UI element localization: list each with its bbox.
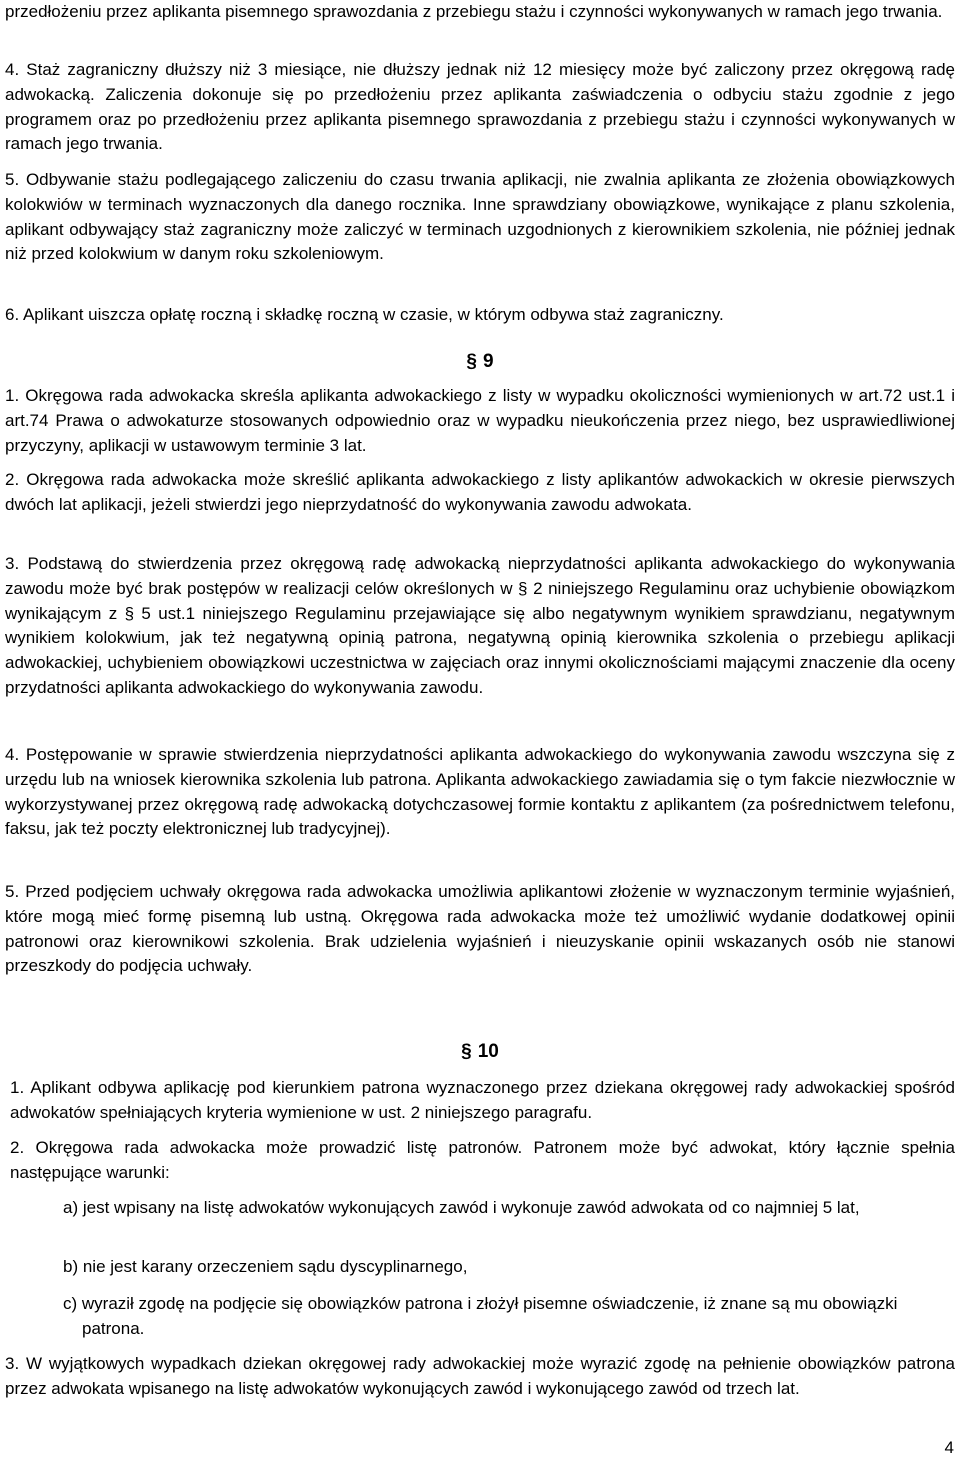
section10-paragraph-2: 2. Okręgowa rada adwokacka może prowadzić listę patronów. Patronem może być adwokat, który łącznie spełnia następujące warunki:	[10, 1138, 955, 1182]
section10-item-a: a) jest wpisany na listę adwokatów wykonujących zawód i wykonuje zawód adwokata od co najmniej 5 lat,	[63, 1198, 860, 1217]
page-number: 4	[944, 1438, 954, 1457]
section9-paragraph-1: 1. Okręgowa rada adwokacka skreśla aplikanta adwokackiego z listy w wypadku okoliczności wymienionych w art.72 ust.1 i art.74 Prawa o adwokaturze stosowanych odpowiednio oraz w wypadku nieukończenia przez niego, bez usprawiedliwionej przyczyny, aplikacji w ustawowym terminie 3 lat.	[5, 386, 955, 455]
section10-item-b: b) nie jest karany orzeczeniem sądu dyscyplinarnego,	[63, 1257, 468, 1276]
section8-paragraph-5: 5. Odbywanie stażu podlegającego zaliczeniu do czasu trwania aplikacji, nie zwalnia aplikanta ze złożenia obowiązkowych kolokwiów w terminach wyznaczonych dla danego rocznika. Inne sprawdziany obowiązkowe, wynikające z planu szkolenia, aplikant odbywający staż zagraniczny może zaliczyć w terminach uzgodnionych z kierownikiem szkolenia, nie później jednak niż przed kolokwium w danym roku szkoleniowym.	[5, 170, 955, 264]
section-mark: §	[461, 1041, 472, 1062]
section9-paragraph-4: 4. Postępowanie w sprawie stwierdzenia nieprzydatności aplikanta adwokackiego do wykonywania zawodu wszczyna się z urzędu lub na wniosek kierownika szkolenia lub patrona. Aplikanta adwokackiego zawiadamia się o tym fakcie niezwłocznie w wykorzystywanej przez okręgową radę adwokacką dotychczasowej formie kontaktu z aplikantem (za pośrednictwem telefonu, faksu, jak też poczty elektronicznej lub tradycyjnej).	[5, 745, 955, 839]
section9-paragraph-3: 3. Podstawą do stwierdzenia przez okręgową radę adwokacką nieprzydatności aplikanta adwokackiego do wykonywania zawodu może być brak postępów w realizacji celów określonych w § 2 niniejszego Regulaminu oraz uchybienie obowiązkom wynikającym z § 5 ust.1 niniejszego Regulaminu przejawiające się albo negatywnym wynikiem sprawdzianu, negatywnym wynikiem kolokwium, jak też negatywną opinią patrona, negatywną opinią kierownika szkolenia o przebiegu aplikacji adwokackiej, uchybieniem obowiązkowi uczestnictwa w zajęciach oraz innymi okolicznościami mającymi znaczenie dla oceny przydatności aplikanta adwokackiego do wykonywania zawodu.	[5, 554, 955, 697]
section8-paragraph-6: 6. Aplikant uiszcza opłatę roczną i składkę roczną w czasie, w którym odbywa staż zagraniczny.	[5, 305, 724, 324]
continuation-paragraph: przedłożeniu przez aplikanta pisemnego sprawozdania z przebiegu stażu i czynności wykonywanych w ramach jego trwania.	[5, 2, 943, 21]
section10-paragraph-1: 1. Aplikant odbywa aplikację pod kierunkiem patrona wyznaczonego przez dziekana okręgowej rady adwokackiej spośród adwokatów spełniających kryteria wymienione w ust. 2 niniejszego paragrafu.	[10, 1078, 955, 1122]
section-number: 9	[483, 351, 494, 372]
section-number: 10	[477, 1041, 499, 1062]
section-mark: §	[466, 351, 477, 372]
section9-paragraph-2: 2. Okręgowa rada adwokacka może skreślić aplikanta adwokackiego z listy aplikantów adwokackich w okresie pierwszych dwóch lat aplikacji, jeżeli stwierdzi jego nieprzydatność do wykonywania zawodu adwokata.	[5, 470, 955, 514]
section8-paragraph-4: 4. Staż zagraniczny dłuższy niż 3 miesiące, nie dłuższy jednak niż 12 miesięcy może być zaliczony przez okręgową radę adwokacką. Zaliczenia dokonuje się po przedłożeniu przez aplikanta zaświadczenia o odbyciu stażu zgodnie z jego programem oraz po przedłożeniu przez aplikanta pisemnego sprawozdania z przebiegu stażu i czynności wykonywanych w ramach jego trwania.	[5, 60, 955, 154]
section-10-heading	[5, 1040, 955, 1064]
section-9-heading	[5, 350, 955, 374]
section9-paragraph-5: 5. Przed podjęciem uchwały okręgowa rada adwokacka umożliwia aplikantowi złożenie w wyznaczonym terminie wyjaśnień, które mogą mieć formę pisemną lub ustną. Okręgowa rada adwokacka może też umożliwić wydanie dodatkowej opinii patronowi oraz kierownikowi szkolenia. Brak udzielenia wyjaśnień i nieuzyskanie opinii wskazanych osób nie stanowi przeszkody do podjęcia uchwały.	[5, 882, 955, 976]
section10-item-c: c) wyraził zgodę na podjęcie się obowiązków patrona i złożył pisemne oświadczenie, iż znane są mu obowiązki patrona.	[63, 1294, 898, 1338]
section10-paragraph-3: 3. W wyjątkowych wypadkach dziekan okręgowej rady adwokackiej może wyrazić zgodę na pełnienie obowiązków patrona przez adwokata wpisanego na listę adwokatów wykonujących zawód i wykonującego zawód od trzech lat.	[5, 1354, 955, 1398]
